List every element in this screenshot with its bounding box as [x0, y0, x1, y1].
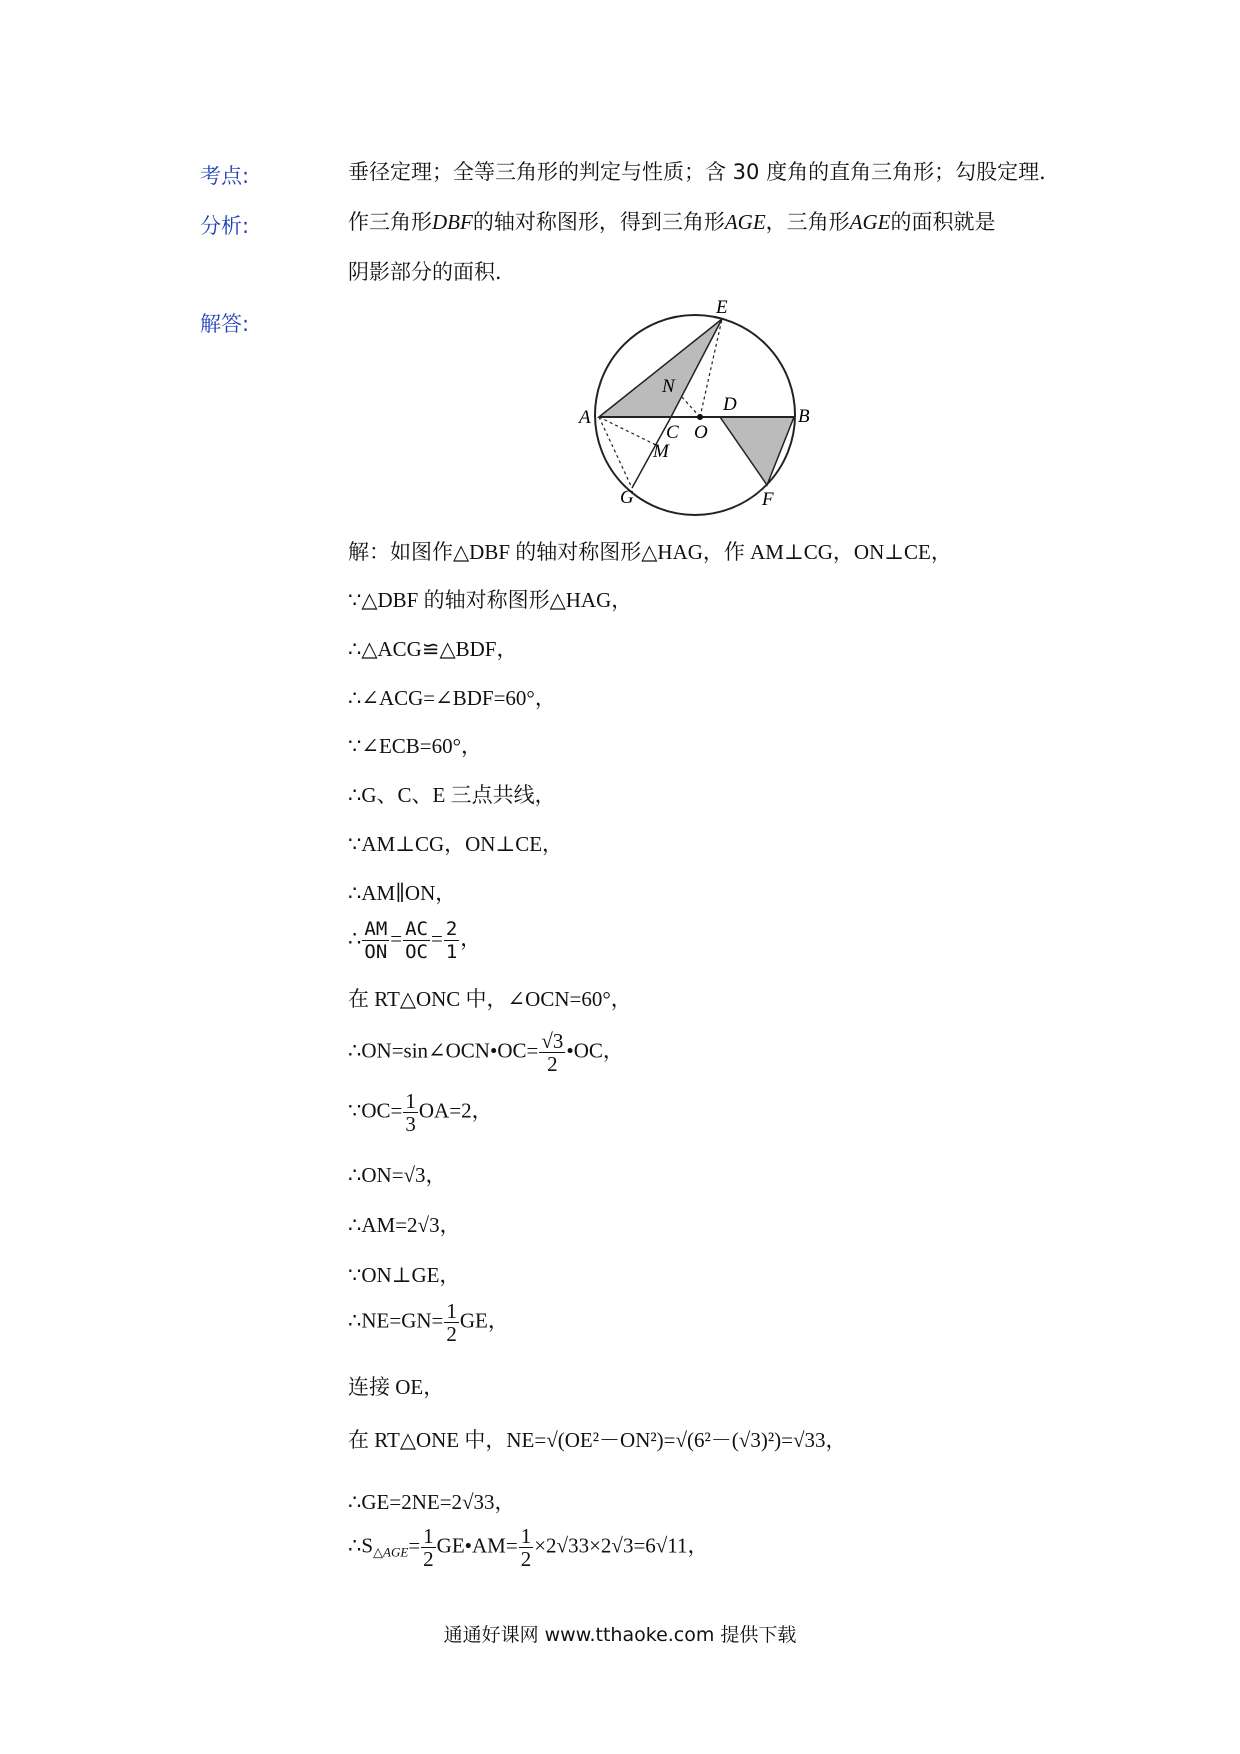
- line-4: ∴∠ACG=∠BDF=60°，: [348, 686, 556, 710]
- line-17: 连接 OE，: [348, 1375, 445, 1399]
- fraction-am-on: $\frac{AM}{ON}$: [364, 918, 388, 963]
- line-15: ∵ON⊥GE，: [348, 1263, 461, 1287]
- geometry-figure: [570, 295, 830, 535]
- line-1: 解：如图作△DBF 的轴对称图形△HAG，作 AM⊥CG，ON⊥CE，: [348, 540, 952, 564]
- point-label-M: M: [653, 441, 669, 462]
- kaodian-text: 垂径定理；全等三角形的判定与性质；含 30 度角的直角三角形；勾股定理．: [348, 160, 1061, 184]
- point-label-F: F: [762, 489, 774, 510]
- fraction-2-1: $\frac{2}{1}$: [445, 918, 458, 963]
- line-5: ∵∠ECB=60°，: [348, 734, 483, 758]
- dashed-AG: [599, 417, 632, 488]
- line-10: 在 RT△ONC 中，∠OCN=60°，: [348, 987, 632, 1011]
- point-label-B: B: [798, 406, 810, 427]
- fraction-ac-oc: $\frac{AC}{OC}$: [405, 918, 428, 963]
- point-label-D: D: [723, 394, 737, 415]
- label-kaodian: 考点:: [200, 164, 250, 188]
- label-fenxi: 分析:: [200, 214, 250, 238]
- shaded-triangle-DBF: [720, 417, 794, 485]
- fraction-half-2: $\frac{1}{2}$: [520, 1524, 532, 1571]
- line-6: ∴G、C、E 三点共线，: [348, 783, 556, 807]
- fenxi-line-1: 作三角形DBF的轴对称图形，得到三角形AGE，三角形AGE的面积就是: [348, 210, 996, 234]
- fraction-1-3: $\frac{1}{3}$: [405, 1089, 416, 1136]
- point-label-G: G: [620, 487, 634, 508]
- line-20-area: $\therefore S_{\triangle AGE}=$ $\frac{1}{2}$ GE•AM= $\frac{1}{2}$ ×2√33×2√3=6√11，: [348, 1524, 709, 1571]
- dashed-AM: [599, 417, 656, 445]
- shaded-triangle-AEC: [599, 319, 722, 417]
- point-label-C: C: [666, 422, 679, 443]
- point-label-E: E: [716, 297, 728, 318]
- center-dot-O: [697, 414, 703, 420]
- line-2: ∵△DBF 的轴对称图形△HAG，: [348, 588, 633, 612]
- line-12: ∵OC= $\frac{1}{3}$ OA=2，: [348, 1089, 493, 1136]
- line-8: ∴AM∥ON，: [348, 881, 457, 905]
- line-11: ∴ON=sin∠OCN•OC= $\frac{√3}{2}$ •OC，: [348, 1029, 624, 1076]
- line-18: 在 RT△ONE 中，NE=√(OE²－ON²)=√(6²－(√3)²)=√33，: [348, 1428, 847, 1452]
- dashed-ON: [680, 395, 700, 417]
- point-label-A: A: [579, 407, 591, 428]
- line-7: ∵AM⊥CG，ON⊥CE，: [348, 832, 564, 856]
- line-16: ∴NE=GN= $\frac{1}{2}$ GE，: [348, 1299, 509, 1346]
- point-label-N: N: [662, 376, 675, 397]
- fenxi-line-2: 阴影部分的面积．: [348, 260, 516, 284]
- line-3: ∴△ACG≌△BDF，: [348, 637, 518, 661]
- fraction-1-2: $\frac{1}{2}$: [446, 1299, 457, 1346]
- line-14: ∴AM=2√3，: [348, 1213, 461, 1237]
- line-19: ∴GE=2NE=2√33，: [348, 1490, 516, 1514]
- label-jieda: 解答:: [200, 312, 250, 336]
- footer: 通通好课网 www.tthaoke.com 提供下载: [443, 1624, 797, 1646]
- fraction-sqrt3-2: $\frac{√3}{2}$: [541, 1029, 564, 1076]
- point-label-O: O: [694, 422, 708, 443]
- fraction-half-1: $\frac{1}{2}$: [423, 1524, 434, 1571]
- line-9-ratio: ∴ $\frac{AM}{ON}$ = $\frac{AC}{OC}$ = $\frac{2}{1}$ ，: [348, 918, 482, 963]
- line-13: ∴ON=√3，: [348, 1163, 447, 1187]
